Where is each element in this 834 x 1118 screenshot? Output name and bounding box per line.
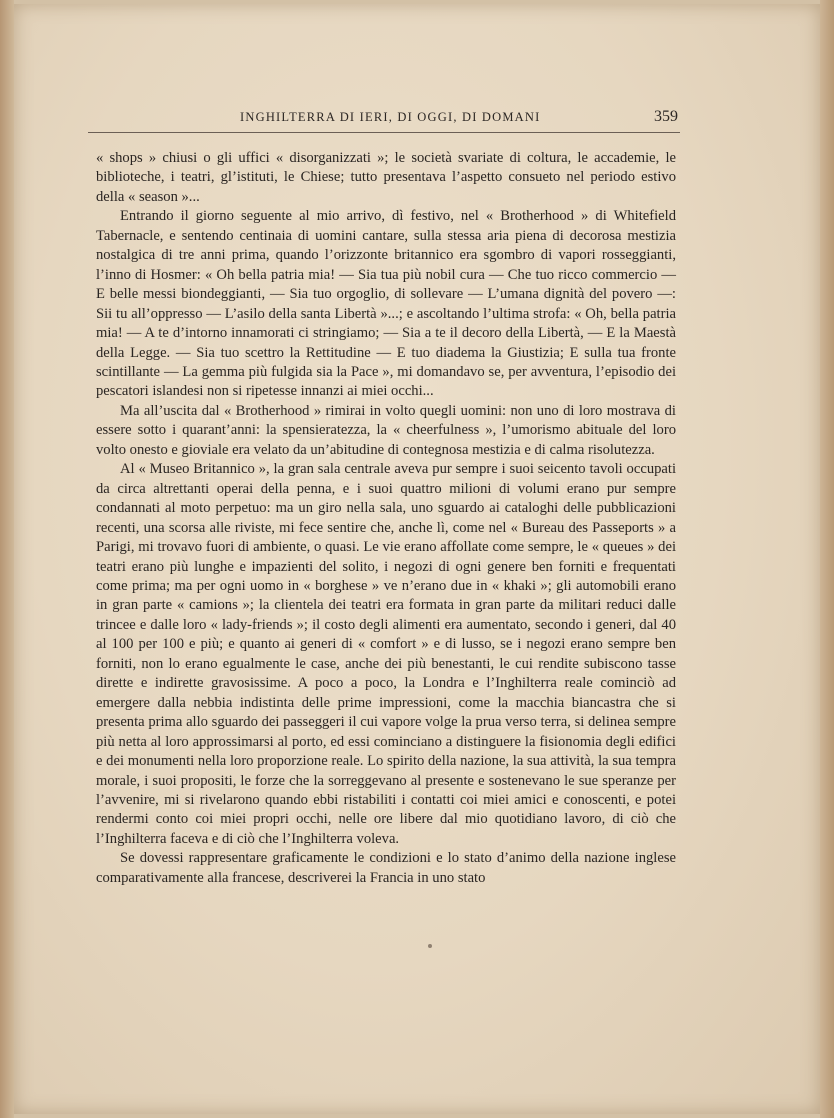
page-left-edge [0, 0, 14, 1118]
paragraph-3: Ma all’uscita dal « Brotherhood » rimirai in volto quegli uomini: non uno di loro mostrava di essere sotto i quarant’anni: la spensieratezza, la « cheerfulness », l’umorismo abituale del loro volto onesto e gioviale era velato da un’abitudine di contegnosa mestizia e di calma risolutezza. [96, 402, 676, 458]
page-number: 359 [654, 108, 678, 125]
page-header [88, 106, 680, 133]
paper-speck [428, 944, 432, 948]
paragraph-5: Se dovessi rappresentare graficamente le condizioni e lo stato d’animo della nazione inglese comparativamente alla francese, descriverei la Francia in uno stato [96, 850, 676, 886]
paragraph-1: « shops » chiusi o gli uffici « disorganizzati »; le società svariate di coltura, le accademie, le biblioteche, i teatri, gl’istituti, le Chiese; tutto presentava l’aspetto consueto nel periodo estivo della « season »... [96, 150, 676, 205]
page-right-edge [820, 0, 834, 1118]
body-text [96, 149, 676, 888]
paragraph-4: Al « Museo Britannico », la gran sala centrale aveva pur sempre i suoi seicento tavoli occupati da circa altrettanti operai della penna, e i suoi quattro milioni di volumi erano pur sempre condannati al moto perpetuo: ma un giro nella sala, uno sguardo ai cataloghi delle pubblicazioni recenti, una scorsa alle riviste, mi fece sentire che, anche lì, come nel « Bureau des Passeports » a Parigi, mi trovavo fuori di ambiente, o quasi. Le vie erano affollate come sempre, le « queues » dei teatri erano più lunghe e impazienti del solito, i negozi di ogni genere ben forniti e frequentati come prima; ma per ogni uomo in « borghese » ve n’erano due in « khaki »; gli automobili erano in gran parte « camions »; la clientela dei teatri era formata in gran parte da militari reduci dalle trincee e dalle loro « lady-friends »; il costo degli alimenti era aumentato, secondo i generi, dal 40 al 100 per 100 e più; e quanto ai generi di « comfort » e di lusso, se i negozi erano sempre ben forniti, non lo erano egualmente le case, anche dei più benestanti, le cui rendite subiscono tasse dirette e indirette gravosissime. A poco a poco, la Londra e l’Inghilterra reale cominciò ad emergere dalla nebbia indistinta delle prime impressioni, come la macchia biancastra che si presenta prima allo sguardo dei passeggeri il cui vapore volge la prua verso terra, si delinea sempre più netta al loro approssimarsi al porto, ed essi cominciano a distinguere la fisionomia degli edifici e dei monumenti nella loro proporzione reale. Lo spirito della nazione, la sua attività, la sua tempra morale, i suoi propositi, le forze che la sorreggevano al presente e sostenevano le sue speranze per l’avvenire, mi si rivelarono quando ebbi ristabiliti i contatti coi miei amici e conoscenti, e potei rendermi conto coi miei propri occhi, nelle ore libere dal mio quotidiano lavoro, di ciò che l’Inghilterra faceva e di ciò che l’Inghilterra voleva. [96, 461, 676, 847]
running-title: INGHILTERRA DI IERI, DI OGGI, DI DOMANI [240, 110, 541, 124]
paragraph-2: Entrando il giorno seguente al mio arrivo, dì festivo, nel « Brotherhood » di Whitefield Tabernacle, e sentendo centinaia di uomini cantare, sulla stessa aria piena di decorosa mestizia nostalgica di tre anni prima, quando l’orizzonte britannico era sgombro di vapori rosseggianti, l’inno di Hosmer: « Oh bella patria mia! — Sia tua più nobil cura — Che tuo ricco commercio — E belle messi biondeggianti, — Sia tuo orgoglio, di sollevare — L’umana dignità del povero —: Sii tu all’oppresso — L’asilo della santa Libertà »...; e ascoltando l’ultima strofa: « Oh, bella patria mia! — A te d’intorno innamorati ci stringiamo; — Sia a te il decoro della Libertà, — E la Maestà della Legge. — Sia tuo scettro la Rettitudine — E tuo diadema la Giustizia; E sulla tua fronte scintillante — La gemma più fulgida sia la Pace », mi domandavo se, per avventura, l’episodio dei pescatori islandesi non si ripetesse innanzi ai miei occhi... [96, 208, 676, 400]
